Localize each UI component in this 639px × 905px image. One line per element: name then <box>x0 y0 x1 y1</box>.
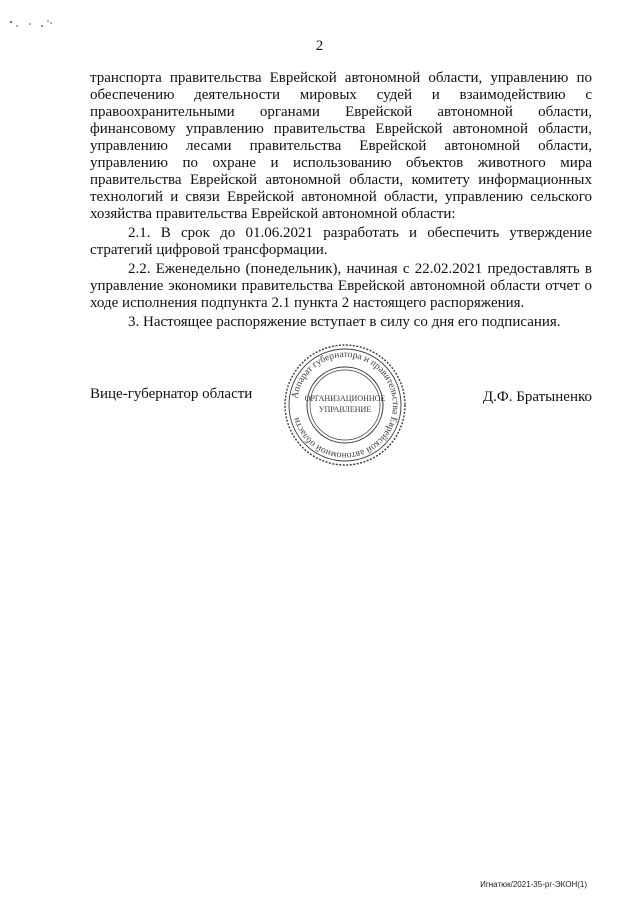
paragraph-continuation: транспорта правительства Еврейской автономной области, управлению по обеспечению деятельности мировых судей и взаимодействию с правоохранительными органами Еврейской автономной области, финансовому управлению правительства Еврейской автономной области, управлению лесами правительства Еврейской автономной области, управлению по охране и использованию объектов животного мира правительства Еврейской автономной области, комитету информационных технологий и связи Еврейской автономной области, управлению сельского хозяйства правительства Еврейской автономной области: <box>90 70 592 222</box>
page-number: 2 <box>315 38 324 54</box>
signatory-name: Д.Ф. Братыненко <box>482 389 592 405</box>
scan-specks <box>8 18 68 32</box>
paragraph-item-3: 3. Настоящее распоряжение вступает в силу со дня его подписания. <box>128 314 561 330</box>
footer-reference: Игнатюк/2021-35-рг-ЭКОН(1) <box>480 880 587 889</box>
paragraph-item-2-2: 2.2. Еженедельно (понедельник), начиная с 22.02.2021 предоставлять в управление экономики правительства Еврейской автономной области отчет о ходе исполнения подпункта 2.1 пункта 2 настоящего распоряжения. <box>90 261 592 311</box>
official-seal-stamp <box>282 342 408 468</box>
seal-center-line-1: ОРГАНИЗАЦИОННОЕ <box>304 394 386 403</box>
signatory-title: Вице-губернатор области <box>90 386 253 402</box>
seal-center-line-2: УПРАВЛЕНИЕ <box>318 405 372 414</box>
document-body <box>90 70 592 331</box>
seal-ring-text: Аппарат губернатора и правительства Еврейской автономной области <box>290 349 401 461</box>
paragraph-item-2-1: 2.1. В срок до 01.06.2021 разработать и обеспечить утверждение стратегий цифровой трансформации. <box>90 225 592 258</box>
